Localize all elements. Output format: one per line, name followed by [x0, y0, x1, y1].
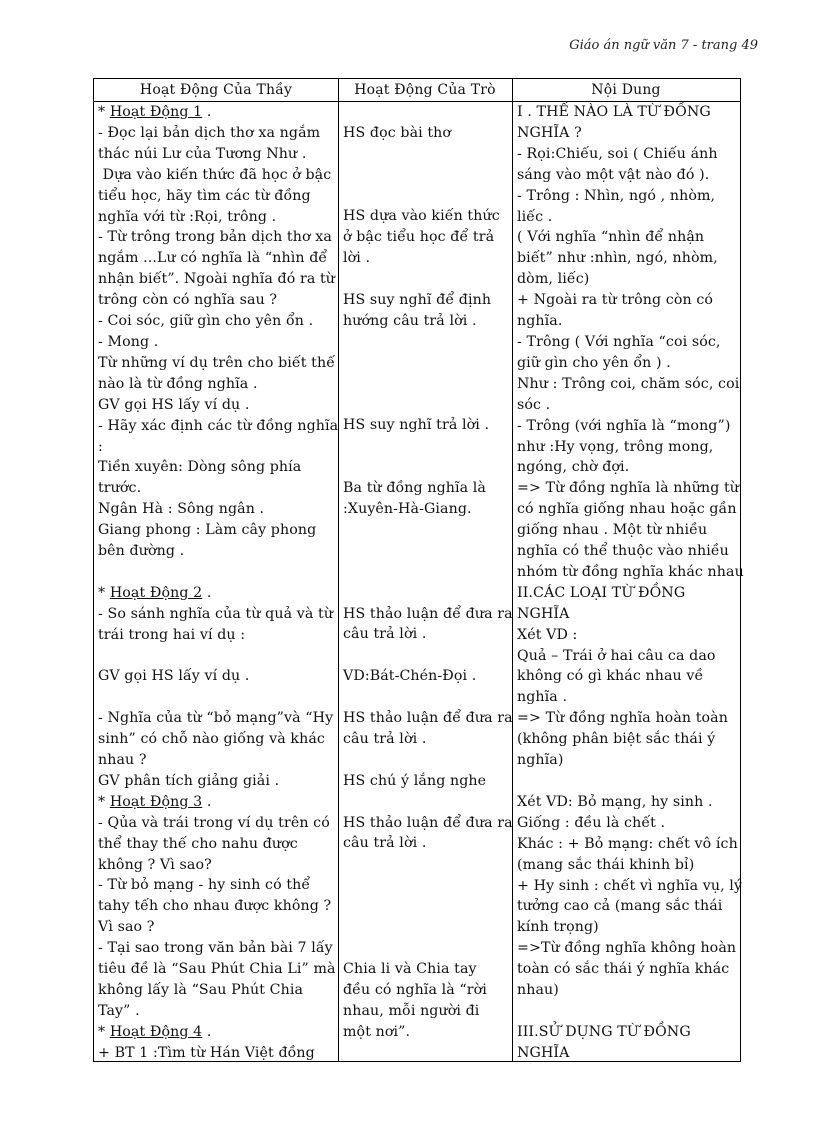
teacher-line: Vì sao ?	[98, 919, 155, 936]
teacher-line: Ngân Hà : Sông ngân .	[98, 501, 265, 518]
teacher-line: Từ những ví dụ trên cho biết thế	[98, 354, 336, 371]
content-line: Giống : đều là chết .	[517, 814, 666, 831]
teacher-line: ngắm ...Lư có nghĩa là “nhìn để	[98, 250, 328, 267]
teacher-line: GV gọi HS lấy ví dụ .	[98, 668, 250, 685]
teacher-line: nào là từ đồng nghĩa .	[98, 375, 258, 392]
teacher-line: sinh” có chỗ nào giống và khác	[98, 731, 325, 748]
student-line	[343, 144, 511, 165]
content-line: toàn có sắc thái ý nghĩa khác	[517, 961, 730, 978]
lesson-table	[93, 78, 744, 1062]
student-line	[343, 374, 511, 395]
content-line: ngóng, chờ đợi.	[517, 459, 630, 476]
content-line: liếc .	[517, 208, 553, 225]
content-line: NGHĨA	[517, 1044, 570, 1061]
content-line: nghĩa có thể thuộc vào nhiều	[517, 543, 729, 560]
teacher-line: trái trong hai ví dụ :	[98, 626, 246, 643]
content-line: sóc .	[517, 396, 551, 413]
teacher-line: thể thay thế cho nahu được	[98, 835, 298, 852]
column-divider	[512, 79, 513, 1061]
content-line: - Trông ( Với nghĩa “coi sóc,	[517, 333, 721, 350]
content-line: + Ngoài ra từ trông còn có	[517, 292, 714, 309]
teacher-line: GV phân tích giảng giải .	[98, 772, 280, 789]
student-line	[343, 562, 511, 583]
student-line	[343, 457, 511, 478]
student-line: HS chú ý lắng nghe	[343, 772, 487, 789]
student-line: HS suy nghĩ trả lời .	[343, 417, 490, 434]
student-line: :Xuyên-Hà-Giang.	[343, 501, 472, 518]
content-line: (mang sắc thái khinh bỉ)	[517, 856, 695, 873]
content-line: như :Hy vọng, trông mong,	[517, 438, 714, 455]
student-line	[343, 938, 511, 959]
teacher-line: không ? Vì sao?	[98, 856, 212, 873]
teacher-line: - Từ bỏ mạng - hy sinh có thể	[98, 877, 311, 894]
student-line	[343, 102, 511, 123]
content-line: nhau)	[517, 982, 559, 999]
text-fragment: .	[202, 793, 212, 810]
text-fragment: *	[98, 584, 110, 601]
student-line	[343, 165, 511, 186]
text-fragment: *	[98, 104, 110, 120]
content-line: tưởng cao cả (mang sắc thái	[517, 898, 723, 915]
teacher-line: trông còn có nghĩa sau ?	[98, 292, 278, 309]
teacher-line: - Nghĩa của từ “bỏ mạng”và “Hy	[98, 710, 334, 727]
header-content: Nội Dung	[591, 82, 661, 98]
content-line: nhóm từ đồng nghĩa khác nhau	[517, 563, 744, 580]
student-line	[343, 541, 511, 562]
student-line: lời .	[343, 250, 371, 267]
student-line	[343, 583, 511, 604]
teacher-line: GV gọi HS lấy ví dụ .	[98, 396, 250, 413]
teacher-line: thác núi Lư của Tương Như .	[98, 145, 307, 162]
content-line: không có gì khác nhau về	[517, 668, 704, 685]
teacher-line: - Từ trông trong bản dịch thơ xa	[98, 229, 332, 246]
teacher-line	[98, 792, 336, 813]
table-header-row	[94, 79, 740, 102]
teacher-line: Tiền xuyên: Dòng sông phía	[98, 459, 302, 476]
content-line: Quả – Trái ở hai câu ca dao	[517, 647, 716, 664]
student-line: câu trả lời .	[343, 835, 427, 852]
content-line: Như : Trông coi, chăm sóc, coi	[517, 375, 740, 392]
teacher-line: tahy tếh cho nhau được không ?	[98, 898, 332, 915]
student-line	[343, 645, 511, 666]
header-teacher: Hoạt Động Của Thầy	[139, 82, 293, 98]
activity-heading: Hoạt Động 2	[109, 584, 203, 601]
student-line	[343, 436, 511, 457]
content-line: có nghĩa giống nhau hoặc gần	[517, 501, 737, 518]
teacher-line: - Mong .	[98, 333, 159, 350]
content-line: - Rọi:Chiếu, soi ( Chiếu ánh	[517, 145, 718, 162]
student-line	[343, 792, 511, 813]
text-fragment: .	[202, 1023, 212, 1040]
teacher-line	[98, 687, 336, 708]
content-line: dòm, liếc)	[517, 271, 590, 288]
student-line: VD:Bát-Chén-Đọi .	[343, 668, 477, 685]
teacher-line: Dựa vào kiến thức đã học ở bậc	[98, 166, 332, 183]
student-line: HS thảo luận để đưa ra	[343, 814, 513, 831]
student-line	[343, 854, 511, 875]
student-line	[343, 875, 511, 896]
header-student: Hoạt Động Của Trò	[354, 82, 496, 98]
student-line	[343, 186, 511, 207]
student-line	[343, 917, 511, 938]
content-line: nghĩa .	[517, 689, 568, 706]
student-line: Chia li và Chia tay	[343, 960, 477, 977]
teacher-line: không lấy là “Sau Phút Chia	[98, 982, 304, 999]
student-line: HS thảo luận để đưa ra	[343, 710, 513, 727]
teacher-line: Tay” .	[98, 1002, 140, 1019]
content-line: I . THẾ NÀO LÀ TỪ ĐỒNG	[517, 104, 711, 120]
teacher-line: tiêu đề là “Sau Phút Chia Li” mà	[98, 961, 336, 978]
text-fragment: *	[98, 1023, 110, 1040]
teacher-line: Giang phong : Làm cây phong	[98, 522, 317, 539]
content-line: =>Từ đồng nghĩa không hoàn	[517, 940, 737, 957]
content-line: + Hy sinh : chết vì nghĩa vụ, lý	[517, 877, 743, 894]
teacher-line: - Qủa và trái trong ví dụ trên có	[98, 814, 330, 831]
teacher-line: nhau ?	[98, 752, 147, 769]
content-line: sáng vào một vật nào đó ).	[517, 166, 710, 183]
teacher-line: :	[98, 438, 103, 455]
content-line: NGHĨA	[517, 605, 570, 622]
student-line: ở bậc tiểu học để trả	[343, 229, 495, 246]
student-line	[343, 269, 511, 290]
student-line: câu trả lời .	[343, 626, 427, 643]
teacher-line: - So sánh nghĩa của từ quả và từ	[98, 605, 334, 622]
text-fragment: .	[202, 584, 212, 601]
teacher-line	[98, 102, 336, 123]
content-line: nghĩa)	[517, 752, 564, 769]
student-line: một nơi”.	[343, 1023, 411, 1040]
student-line: HS đọc bài thơ	[343, 124, 452, 141]
content-line	[517, 771, 739, 792]
student-line	[343, 520, 511, 541]
text-fragment: .	[202, 104, 212, 120]
student-line: đều có nghĩa là “rời	[343, 981, 487, 998]
student-line: câu trả lời .	[343, 730, 427, 747]
content-line	[517, 1001, 739, 1022]
student-line	[343, 395, 511, 416]
teacher-line: + BT 1 :Tìm từ Hán Việt đồng	[98, 1044, 315, 1061]
student-line: HS suy nghĩ để định	[343, 292, 492, 309]
content-line: Xét VD :	[517, 626, 578, 643]
teacher-line: nhận biết”. Ngoài nghĩa đó ra từ	[98, 271, 336, 288]
teacher-line: - Đọc lại bản dịch thơ xa ngắm	[98, 124, 321, 141]
content-line: giữ gìn cho yên ổn ) .	[517, 354, 671, 371]
teacher-line: bên đường .	[98, 543, 185, 560]
content-line: III.SỬ DỤNG TỪ ĐỒNG	[517, 1023, 691, 1040]
content-line: giống nhau . Một từ nhiều	[517, 522, 708, 539]
text-fragment: *	[98, 793, 110, 810]
content-line: (không phân biệt sắc thái ý	[517, 731, 716, 748]
activity-heading: Hoạt Động 4	[109, 1023, 203, 1040]
teacher-line: nghĩa với từ :Rọi, trông .	[98, 208, 277, 225]
content-line: Khác : + Bỏ mạng: chết vô ích	[517, 835, 738, 852]
teacher-line	[98, 583, 336, 604]
content-column	[517, 102, 744, 1064]
activity-heading: Hoạt Động 1	[109, 104, 203, 120]
teacher-column	[98, 102, 339, 1064]
teacher-line: - Hãy xác định các từ đồng nghĩa	[98, 417, 339, 434]
teacher-line: trước.	[98, 480, 142, 497]
column-divider	[338, 79, 339, 1061]
student-line	[343, 353, 511, 374]
student-line	[343, 750, 511, 771]
student-line: Ba từ đồng nghĩa là	[343, 480, 486, 497]
content-line: II.CÁC LOẠI TỪ ĐỒNG	[517, 584, 686, 601]
teacher-line	[98, 1022, 336, 1043]
content-line: => Từ đồng nghĩa là những từ	[517, 480, 740, 497]
student-line	[343, 332, 511, 353]
teacher-line	[98, 646, 336, 667]
content-line: biết” như :nhìn, ngó, nhòm,	[517, 250, 718, 267]
student-line: hướng câu trả lời .	[343, 312, 477, 329]
teacher-line: - Coi sóc, giữ gìn cho yên ổn .	[98, 313, 314, 330]
content-line: - Trông (với nghĩa là “mong”)	[517, 417, 731, 434]
student-line: nhau, mỗi người đi	[343, 1002, 480, 1019]
content-line: - Trông : Nhìn, ngó , nhòm,	[517, 187, 716, 204]
content-line: Xét VD: Bỏ mạng, hy sinh .	[517, 793, 713, 810]
content-line: kính trọng)	[517, 919, 599, 936]
student-line	[343, 687, 511, 708]
student-column	[343, 102, 511, 1042]
page-header: Giáo án ngữ văn 7 - trang 49	[569, 38, 758, 53]
content-line: => Từ đồng nghĩa hoàn toàn	[517, 710, 728, 727]
content-line: NGHĨA ?	[517, 124, 582, 141]
activity-heading: Hoạt Động 3	[109, 793, 203, 810]
teacher-line: tiểu học, hãy tìm các từ đồng	[98, 187, 311, 204]
content-line: nghĩa.	[517, 313, 563, 330]
teacher-line: - Tại sao trong văn bản bài 7 lấy	[98, 940, 333, 957]
teacher-line	[98, 562, 336, 583]
student-line	[343, 896, 511, 917]
student-line: HS thảo luận để đưa ra	[343, 605, 513, 622]
content-line: ( Với nghĩa “nhìn để nhận	[517, 229, 705, 246]
student-line: HS dựa vào kiến thức	[343, 208, 500, 225]
